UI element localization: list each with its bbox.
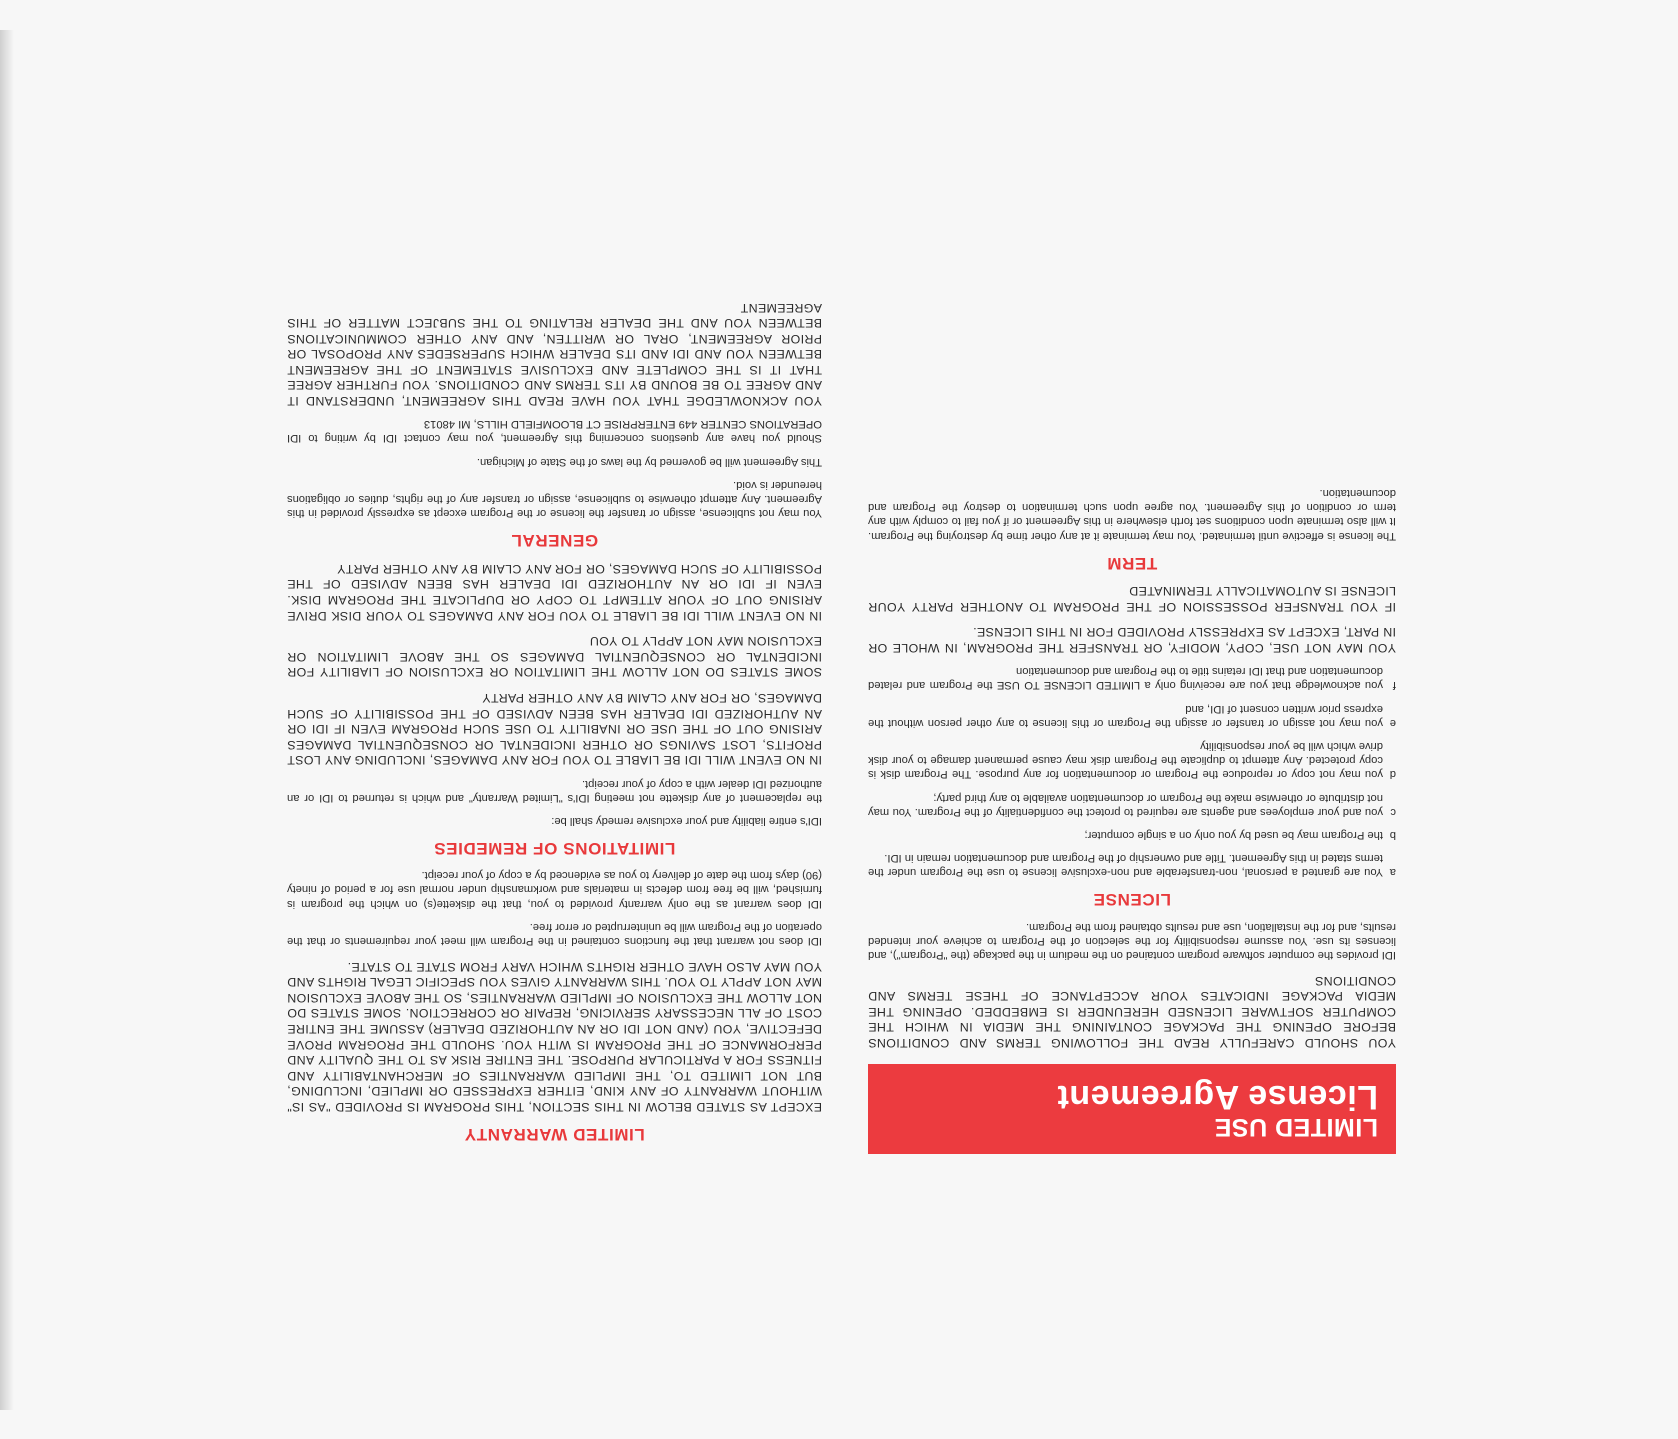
item-marker: c — [1390, 805, 1396, 818]
item-marker: e — [1389, 716, 1396, 729]
warranty-heading: LIMITED WARRANTY — [464, 1125, 645, 1144]
general-body-3: Should you have any questions concerning this Agreement, you may contact IDI by writing to IDI OPERATIONS CENTER 449 ENTERPRISE CT BLOOMFIELD HILLS, MI 48013 — [287, 418, 822, 445]
item-marker: a — [1389, 866, 1396, 879]
warranty-caps: EXCEPT AS STATED BELOW IN THIS SECTION, THIS PROGRAM IS PROVIDED "AS IS" WITHOUT WARRANTY OF ANY KIND, EITHER EXPRESSED OR IMPLIED, INCLUDING, BUT NOT LIMITED TO, THE IMPLIED WARRANTIES OF MERCHANTABILITY AND FITNESS FOR A PARTICULAR PURPOSE. THE ENTIRE RISK AS TO THE QUALITY AND PERFORMANCE OF THE PROGRAM IS WITH YOU. SHOULD THE PROGRAM PROVE DEFECTIVE, YOU (AND NOT IDI OR AN AUTHORIZED DEALER) ASSUME THE ENTIRE COST OF ALL NECESSARY SERVICING, REPAIR OR CORRECTION. SOME STATES DO NOT ALLOW THE EXCLUSION OF IMPLIED WARRANTIES, SO THE ABOVE EXCLUSION MAY NOT APPLY TO YOU. THIS WARRANTY GIVES YOU SPECIFIC LEGAL RIGHTS AND YOU MAY ALSO HAVE OTHER RIGHTS WHICH VARY FROM STATE TO STATE. — [287, 959, 822, 1114]
remedies-heading: LIMITATIONS OF REMEDIES — [433, 839, 676, 859]
license-item — [868, 739, 1396, 782]
license-item — [868, 664, 1396, 692]
license-item — [868, 828, 1396, 842]
general-caps: YOU ACKNOWLEDGE THAT YOU HAVE READ THIS AGREEMENT, UNDERSTAND IT AND AGREE TO BE BOUND BY ITS TERMS AND CONDITIONS. YOU FURTHER AGREE THAT IT IS THE COMPLETE AND EXCLUSIVE STATEMENT OF THE AGREEMENT BETWEEN YOU AND IDI AND ITS DEALER WHICH SUPERSEDES ANY PROPOSAL OR PRIOR AGREEMENT, ORAL OR WRITTEN, AND ANY OTHER COMMUNICATIONS BETWEEN YOU AND THE DEALER RELATING TO THE SUBJECT MATTER OF THIS AGREEMENT — [287, 300, 822, 409]
title-banner — [868, 1064, 1396, 1154]
intro-caps: YOU SHOULD CAREFULLY READ THE FOLLOWING TERMS AND CONDITIONS BEFORE OPENING THE PACKAGE CONTAINING THE MEDIA IN WHICH THE COMPUTER SOFTWARE LICENSED HEREUNDER IS EMBEDDED. OPENING THE MEDIA PACKAGE INDICATES YOUR ACCEPTANCE OF THESE TERMS AND CONDITIONS — [868, 973, 1396, 1051]
license-heading: LICENSE — [1093, 890, 1171, 910]
warranty-body-2: IDI does warrant as the only warranty provided to you, that the diskette(s) on which the program is furnished, will be free from defects in materials and workmanship under normal use for a period of ninety (90) days from the date of delivery to you as evidenced by a copy of your receipt. — [287, 869, 822, 910]
remedies-body-2: the replacement of any diskette not meeting IDI's "Limited Warranty" and which is returned to IDI or an authorized IDI dealer with a copy of your receipt. — [287, 777, 822, 804]
remedies-caps-2: SOME STATES DO NOT ALLOW THE LIMITATION OR EXCLUSION OF LIABILITY FOR INCIDENTAL OR CONSEQUENTIAL DAMAGES SO THE ABOVE LIMITATION OR EXCLUSION MAY NOT APPLY TO YOU — [287, 634, 822, 680]
remedies-body-1: IDI's entire liability and your exclusive remedy shall be: — [551, 815, 822, 828]
item-marker: f — [1392, 679, 1396, 692]
remedies-caps-1: IN NO EVENT WILL IDI BE LIABLE TO YOU FOR ANY DAMAGES, INCLUDING ANY LOST PROFITS, LOST SAVINGS OR OTHER INCIDENTAL OR CONSEQUENTIAL DAMAGES ARISING OUT OF THE USE OR INABILITY TO USE SUCH PROGRAM EVEN IF IDI OR AN AUTHORIZED IDI DEALER HAS BEEN ADVISED OF THE POSSIBILITY OF SUCH DAMAGES, OR FOR ANY CLAIM BY ANY OTHER PARTY — [287, 691, 822, 768]
license-item — [868, 790, 1396, 818]
item-marker: d — [1389, 768, 1396, 781]
banner-line-2: License Agreement — [1057, 1077, 1378, 1116]
item-text: the Program may be used by you only on a single computer; — [1084, 829, 1383, 842]
right-column — [287, 289, 822, 1154]
general-heading: GENERAL — [510, 531, 599, 551]
item-text: you and your employees and agents are required to protect the confidentiality of the Program. You may not distribute or otherwise make the Program or documentation available to any third party; — [868, 791, 1383, 818]
license-caps-1: YOU MAY NOT USE, COPY, MODIFY, OR TRANSFER THE PROGRAM, IN WHOLE OR IN PART, EXCEPT AS EXPRESSLY PROVIDED FOR IN THIS LICENSE. — [868, 625, 1396, 656]
item-text: you may not assign or transfer or assign the Program or this license to any other person without the express prior written consent of IDI, and — [868, 702, 1383, 729]
general-body-1: You may not sublicense, assign or transfer the license or the Program except as expressly provided in this Agreement. Any attempt otherwise to sublicense, assign or transfer any of the rights, duties or obligations hereunder is void. — [287, 478, 822, 520]
term-heading: TERM — [1106, 553, 1158, 573]
term-body: The license is effective until terminated. You may terminate it at any other time by destroying the Program. It will also terminate upon conditions set forth elsewhere in this Agreement or if you fail to comply with any term or condition of this Agreement. You agree upon such termination to destroy the Program and documentation. — [868, 487, 1396, 542]
license-item — [868, 851, 1396, 879]
general-body-2: This Agreement will be governed by the laws of the State of Michigan. — [476, 455, 822, 468]
license-caps-2: IF YOU TRANSFER POSSESSION OF THE PROGRAM TO ANOTHER PARTY YOUR LICENSE IS AUTOMATICALLY TERMINATED — [868, 584, 1396, 614]
remedies-caps-3: IN NO EVENT WILL IDI BE LIABLE TO YOU FOR ANY DAMAGES TO YOUR DISK DRIVE ARISING OUT OF YOUR ATTEMPT TO COPY OR DUPLICATE THE PROGRAM DISK. EVEN IF IDI OR AN AUTHORIZED IDI DEALER HAS BEEN ADVISED OF THE POSSIBILITY OF SUCH DAMAGES, OR FOR ANY CLAIM BY ANY OTHER PARTY — [287, 561, 822, 623]
left-column — [868, 477, 1396, 1154]
item-marker: b — [1389, 829, 1396, 842]
page-edge-shadow — [0, 30, 14, 1410]
item-text: you may not copy or reproduce the Program or documentation for any purpose. The Program disk is copy protected. Any attempt to duplicate the Program disk may cause permanent damage to your disk drive which will be your responsibility — [868, 740, 1383, 781]
item-text: You are granted a personal, non-transferable and non-exclusive license to use the Program under the terms stated in this Agreement. Title and ownership of the Program and documentation remain in IDI. — [868, 852, 1383, 879]
intro-body: IDI provides the computer software program contained on the medium in the package (the "Program"), and licenses its use. You assume responsibility for the selection of the Program to achieve your intended results, and for the installation, use and results obtained from the Program. — [868, 920, 1396, 962]
license-item — [868, 701, 1396, 729]
warranty-body-1: IDI does not warrant that the functions contained in the Program will meet your requirements or that the operation of the Program will be uninterrupted or error free. — [287, 920, 822, 948]
banner-line-1: LIMITED USE — [1214, 1113, 1378, 1141]
item-text: you acknowledge that you are receiving only a LIMITED LICENSE TO USE the Program and related documentation and that IDI retains title to the Program and documentation — [868, 665, 1383, 692]
